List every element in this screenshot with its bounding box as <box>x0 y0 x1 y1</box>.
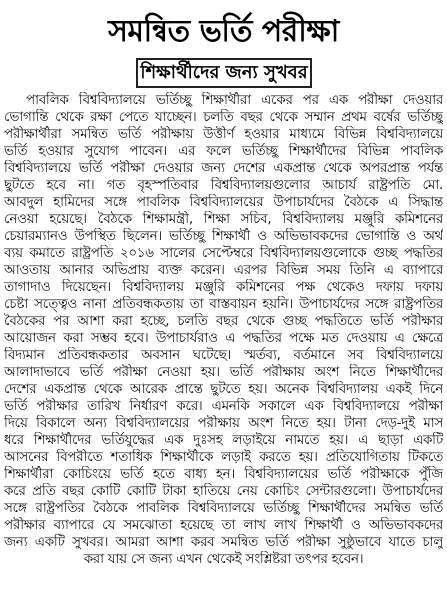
article-line: ভর্তি পরীক্ষার তারিখ নির্ধারণ করে। এমনকি সকালে এক বিশ্ববিদ্যালয়ে পরীক্ষা <box>4 399 443 414</box>
article-line: আয়োজন করা সম্ভব হবে। উপাচার্যরাও এ পদ্ধতির পক্ষে মত দেওয়ায় এ ক্ষেত্রে <box>4 331 443 346</box>
article-line: আওতায় আনার অভিপ্রায় ব্যক্ত করেন। এরপর বিভিন্ন সময় তিনি এ ব্যাপারে <box>4 263 443 278</box>
article-line: ভর্তি হওয়ার সুযোগ পাবেন। এর ফলে ভর্তিচ্ছু শিক্ষার্থীদের বিভিন্ন পাবলিক <box>4 144 443 159</box>
article-line: ধরে শিক্ষার্থীদের ভর্তিযুদ্ধের এক দুঃসহ লড়াইয়ে নামতে হয়। এ ছাড়া একটি <box>4 433 443 448</box>
headline: সমন্বিত ভর্তি পরীক্ষা <box>108 14 339 49</box>
article-line: চেষ্টা সত্ত্বেও নানা প্রতিবন্ধকতায় তা বাস্তবায়ন হয়নি। উপাচার্যদের সঙ্গে রাষ্ট্রপতির <box>4 297 443 312</box>
article-line: আলাদাভাবে ভর্তি পরীক্ষা নেওয়া হয়। ভর্তি পরীক্ষায় অংশ নিতে শিক্ষার্থীদের <box>4 365 443 380</box>
article-line: ছুটতে হবে না। গত বৃহস্পতিবার বিশ্ববিদ্যালয়গুলোর আচার্য রাষ্ট্রপতি মো. <box>4 178 443 193</box>
article-line: করা যায় সে জন্য এখন থেকেই সংশ্লিষ্টরা তৎপর হবেন। <box>83 552 364 567</box>
article-line: তাগাদাও দিয়েছেন। বিশ্ববিদ্যালয় মঞ্জুরি কমিশনের পক্ষ থেকেও দফায় দফায় <box>4 280 443 295</box>
article-line: পরীক্ষার্থীরা সমন্বিত ভর্তি পরীক্ষায় উত্তীর্ণ হওয়ার মাধ্যমে বিভিন্ন বিশ্ববিদ্যালয়ে <box>4 127 443 142</box>
cropped-preceding-text <box>0 0 447 5</box>
article-line: বৈঠকের পর আশা করা হচ্ছে, চলতি বছর থেকে গুচ্ছ পদ্ধতিতে ভর্তি পরীক্ষার <box>4 314 443 329</box>
article-line: বিশ্ববিদ্যালয়ে ভর্তি পরীক্ষা দেওয়ার জন্য দেশের একপ্রান্ত থেকে অপরপ্রান্ত পর্যন্ত <box>4 161 443 176</box>
article-line: আসনের বিপরীতে শতাধিক শিক্ষার্থীকে লড়াই করতে হয়। প্রতিযোগিতায় টিকতে <box>4 450 443 465</box>
article-line: ভোগান্তি থেকে রক্ষা পেতে যাচ্ছেন। চলতি বছর থেকে সম্মান প্রথম বর্ষের ভর্তিচ্ছু <box>4 110 443 125</box>
article-line: পাবলিক বিশ্ববিদ্যালয়ে ভর্তিচ্ছু শিক্ষার্থীরা একের পর এক পরীক্ষা দেওয়ার <box>26 93 443 108</box>
article-line: সঙ্গে রাষ্ট্রপতির বৈঠকে পাবলিক বিশ্ববিদ্যালয়ে ভর্তিচ্ছু শিক্ষার্থীদের সমন্বিত ভর্তি <box>4 501 443 516</box>
article-line: বিদ্যমান প্রতিবন্ধকতার অবসান ঘটেছে। স্মর্তব্য, বর্তমানে সব বিশ্ববিদ্যালয়ে <box>4 348 443 363</box>
article-line: চেয়ারম্যানও উপস্থিত ছিলেন। ভর্তিচ্ছু শিক্ষার্থী ও অভিভাবকদের ভোগান্তি ও অর্থ <box>4 229 443 244</box>
article-line: নেওয়া হয়েছে। বৈঠকে শিক্ষামন্ত্রী, শিক্ষা সচিব, বিশ্ববিদ্যালয় মঞ্জুরি কমিশনের <box>4 212 443 227</box>
article-line: ব্যয় কমাতে রাষ্ট্রপতি ২০১৬ সালের সেপ্টেম্বরে বিশ্ববিদ্যালয়গুলোকে গুচ্ছ পদ্ধতির <box>4 246 443 261</box>
article-line: আবদুল হামিদের সঙ্গে পাবলিক বিশ্ববিদ্যালয়ের উপাচার্যদের বৈঠকে এ সিদ্ধান্ত <box>4 195 443 210</box>
subheadline-box <box>136 58 312 88</box>
article-line: শিক্ষার্থীরা কোচিংয়ে ভর্তি হতে বাধ্য হন। বিশ্ববিদ্যালয়ের ভর্তি পরীক্ষাকে পুঁজি <box>4 467 443 482</box>
article-line: দিয়ে বিকালে অন্য বিশ্ববিদ্যালয়ের পরীক্ষায় অংশ নিতে হয়। টানা দেড়-দুই মাস <box>4 416 443 431</box>
subheadline: শিক্ষার্থীদের জন্য সুখবর <box>140 62 308 83</box>
article-line: পরীক্ষার ব্যাপারে যে সমঝোতা হয়েছে তা লাখ লাখ শিক্ষার্থী ও অভিভাবকদের <box>4 518 443 533</box>
article-line: দেশের একপ্রান্ত থেকে আরেক প্রান্তে ছুটতে হয়। অনেক বিশ্ববিদ্যালয় একই দিনে <box>4 382 443 397</box>
article-line: জন্য একটি সুখবর। আমরা আশা করব সমন্বিত ভর্তি পরীক্ষা সুষ্ঠুভাবে যাতে চালু <box>4 535 443 550</box>
article-body <box>4 92 443 597</box>
article-line: করে প্রতি বছর কোটি কোটি টাকা হাতিয়ে নেয় কোচিং সেন্টারগুলো। উপাচার্যদের <box>4 484 443 499</box>
